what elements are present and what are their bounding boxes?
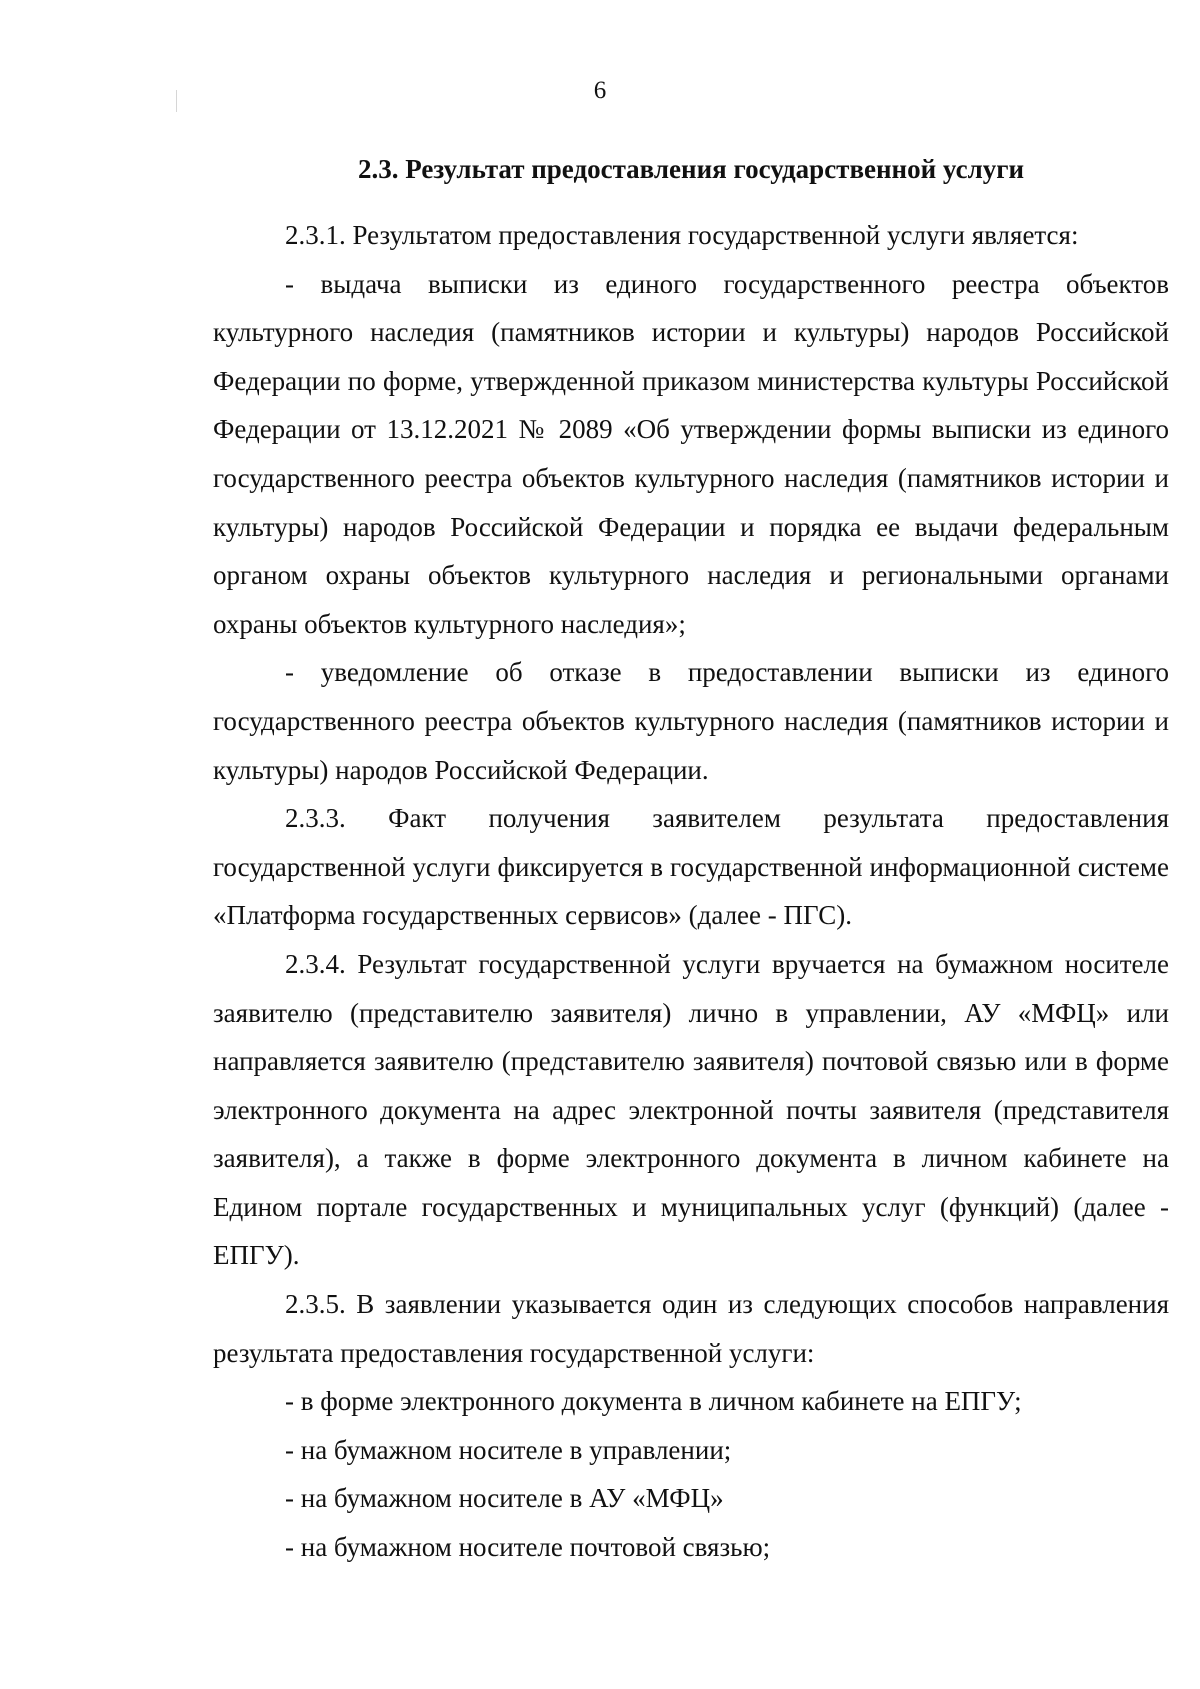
- result-item-extract: - выдача выписки из единого государственного реестра объектов культурного наследия (памятников истории и культуры) народов Российской Федерации по форме, утвержденной приказом министерства культуры Российской Федерации от 13.12.2021 № 2089 «Об утверждении формы выписки из единого государственного реестра объектов культурного наследия (памятников истории и культуры) народов Российской Федерации и порядка ее выдачи федеральным органом охраны объектов культурного наследия и региональными органами охраны объектов культурного наследия»;: [213, 268, 1169, 639]
- paragraph-2-3-3: 2.3.3. Факт получения заявителем результата предоставления государственной услуги фиксируется в государственной информационной системе «Платформа государственных сервисов» (далее - ПГС).: [213, 803, 1169, 931]
- paragraph-2-3-1: 2.3.1. Результатом предоставления государственной услуги является:: [285, 220, 1079, 250]
- document-body: [213, 211, 1169, 1572]
- delivery-option-epgu: - в форме электронного документа в личном кабинете на ЕПГУ;: [285, 1386, 1022, 1417]
- section-heading: 2.3. Результат предоставления государственной услуги: [357, 154, 1025, 184]
- delivery-option-department: - на бумажном носителе в управлении;: [285, 1434, 732, 1465]
- paragraph-2-3-4: 2.3.4. Результат государственной услуги вручается на бумажном носителе заявителю (представителю заявителя) лично в управлении, АУ «МФЦ» или направляется заявителю (представителю заявителя) почтовой связью или в форме электронного документа на адрес электронной почты заявителя (представителя заявителя), а также в форме электронного документа в личном кабинете на Едином портале государственных и муниципальных услуг (функций) (далее - ЕПГУ).: [213, 948, 1169, 1271]
- delivery-option-post: - на бумажном носителе почтовой связью;: [285, 1532, 771, 1563]
- paragraph-2-3-5: 2.3.5. В заявлении указывается один из следующих способов направления результата предоставления государственной услуги:: [213, 1289, 1169, 1368]
- result-item-refusal: - уведомление об отказе в предоставлении выписки из единого государственного реестра объектов культурного наследия (памятников истории и культуры) народов Российской Федерации.: [213, 657, 1169, 785]
- page-number: 6: [593, 77, 607, 104]
- delivery-option-mfc: - на бумажном носителе в АУ «МФЦ»: [285, 1483, 724, 1514]
